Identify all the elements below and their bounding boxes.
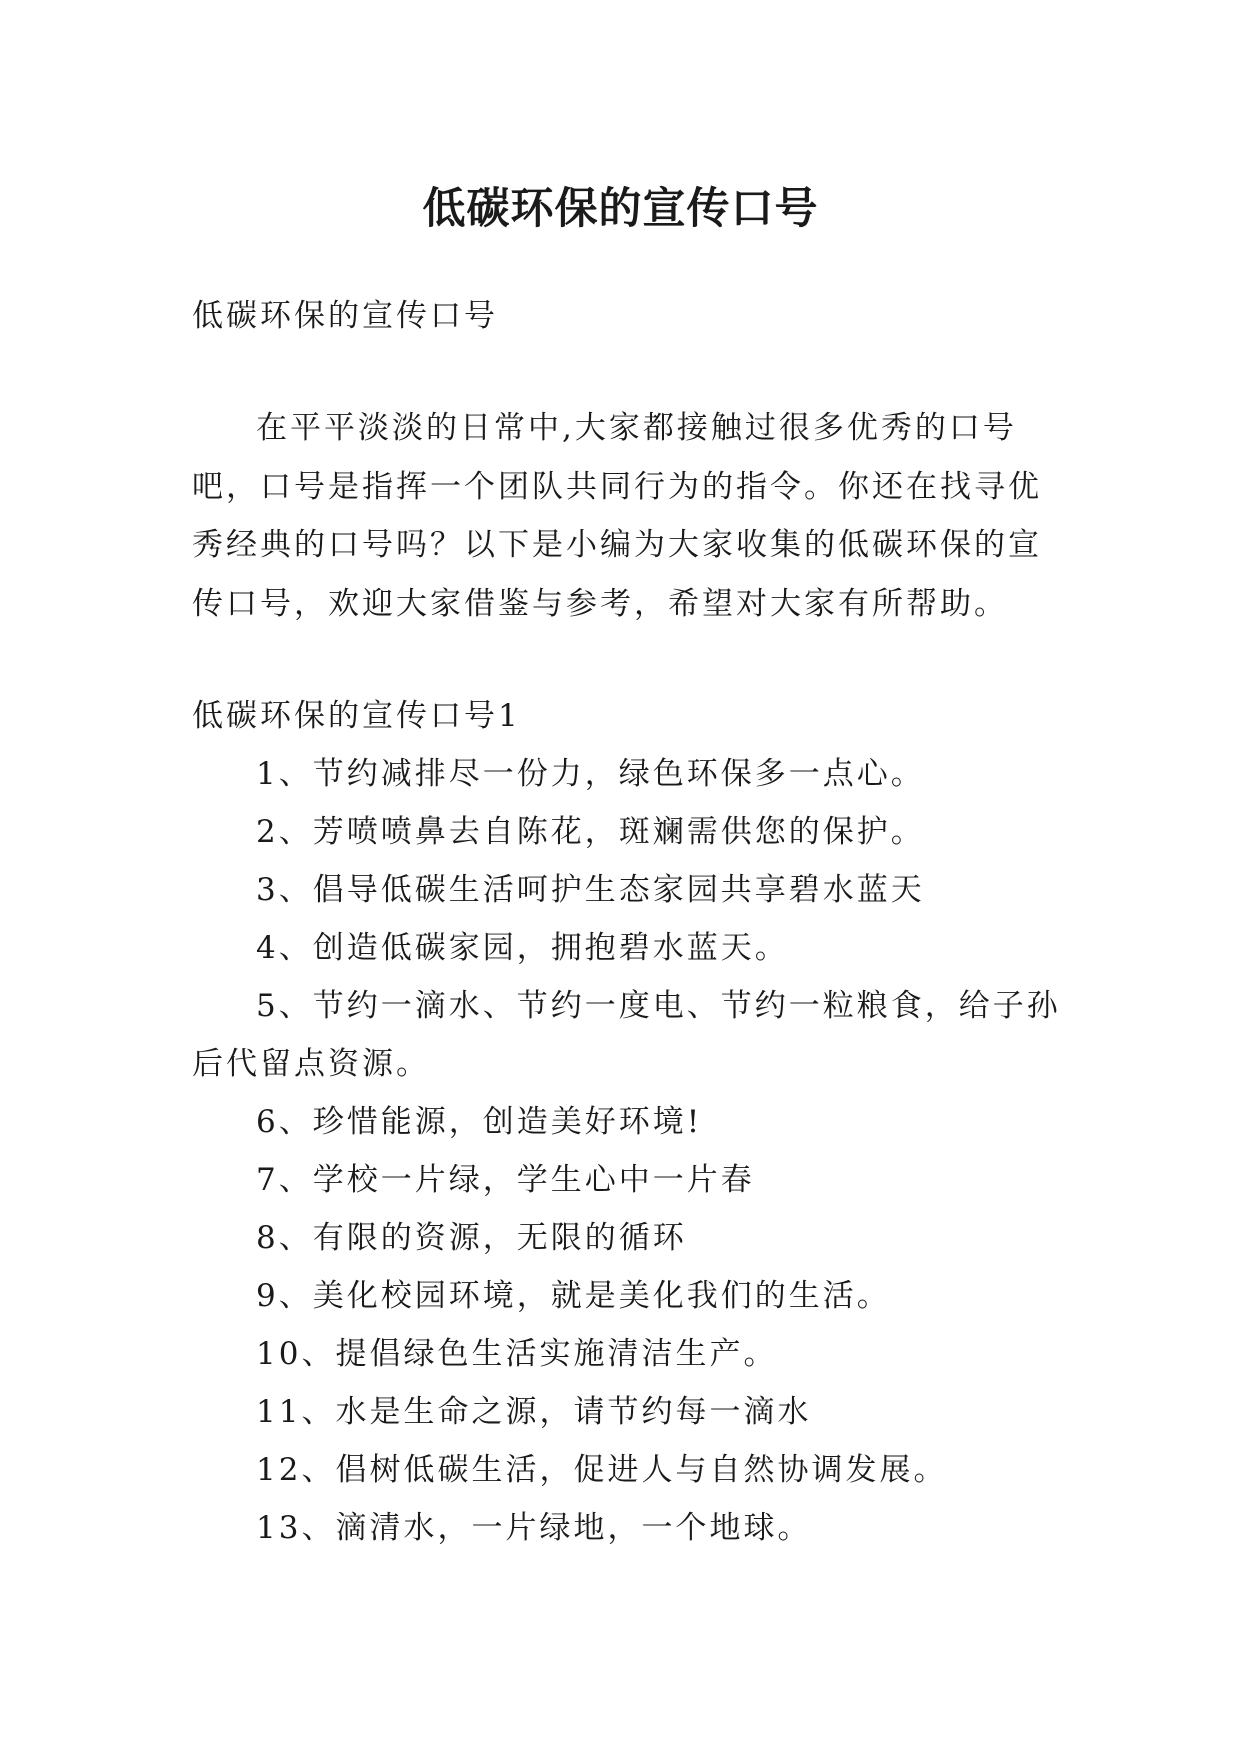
slogan-item: 8、有限的资源，无限的循环 [256,1220,687,1256]
slogan-item: 10、提倡绿色生活实施清洁生产。 [256,1336,778,1372]
slogan-item: 13、滴清水，一片绿地，一个地球。 [256,1510,812,1546]
slogan-item: 7、学校一片绿，学生心中一片春 [256,1162,755,1198]
slogan-list [192,745,1062,1557]
page-title: 低碳环保的宣传口号 [422,183,819,234]
slogan-item: 9、美化校园环境，就是美化我们的生活。 [256,1278,891,1314]
slogan-item: 12、倡树低碳生活，促进人与自然协调发展。 [256,1452,948,1488]
document-body [192,287,1062,1557]
intro-paragraph: 在平平淡淡的日常中,大家都接触过很多优秀的口号吧，口号是指挥一个团队共同行为的指令。你还在找寻优秀经典的口号吗？以下是小编为大家收集的低碳环保的宣传口号，欢迎大家借鉴与参考，希望对大家有所帮助。 [192,410,1042,622]
slogan-item: 3、倡导低碳生活呵护生态家园共享碧水蓝天 [256,872,925,908]
slogan-item: 2、芳喷喷鼻去自陈花，斑斓需供您的保护。 [256,814,925,850]
document-subtitle: 低碳环保的宣传口号 [192,298,498,334]
slogan-item: 4、创造低碳家园，拥抱碧水蓝天。 [256,930,789,966]
slogan-item: 6、珍惜能源，创造美好环境! [256,1104,703,1140]
slogan-item: 11、水是生命之源，请节约每一滴水 [256,1394,812,1430]
slogan-item: 5、节约一滴水、节约一度电、节约一粒粮食，给子孙后代留点资源。 [192,988,1061,1082]
section-heading: 低碳环保的宣传口号1 [192,698,521,734]
slogan-item: 1、节约减排尽一份力，绿色环保多一点心。 [256,756,925,792]
